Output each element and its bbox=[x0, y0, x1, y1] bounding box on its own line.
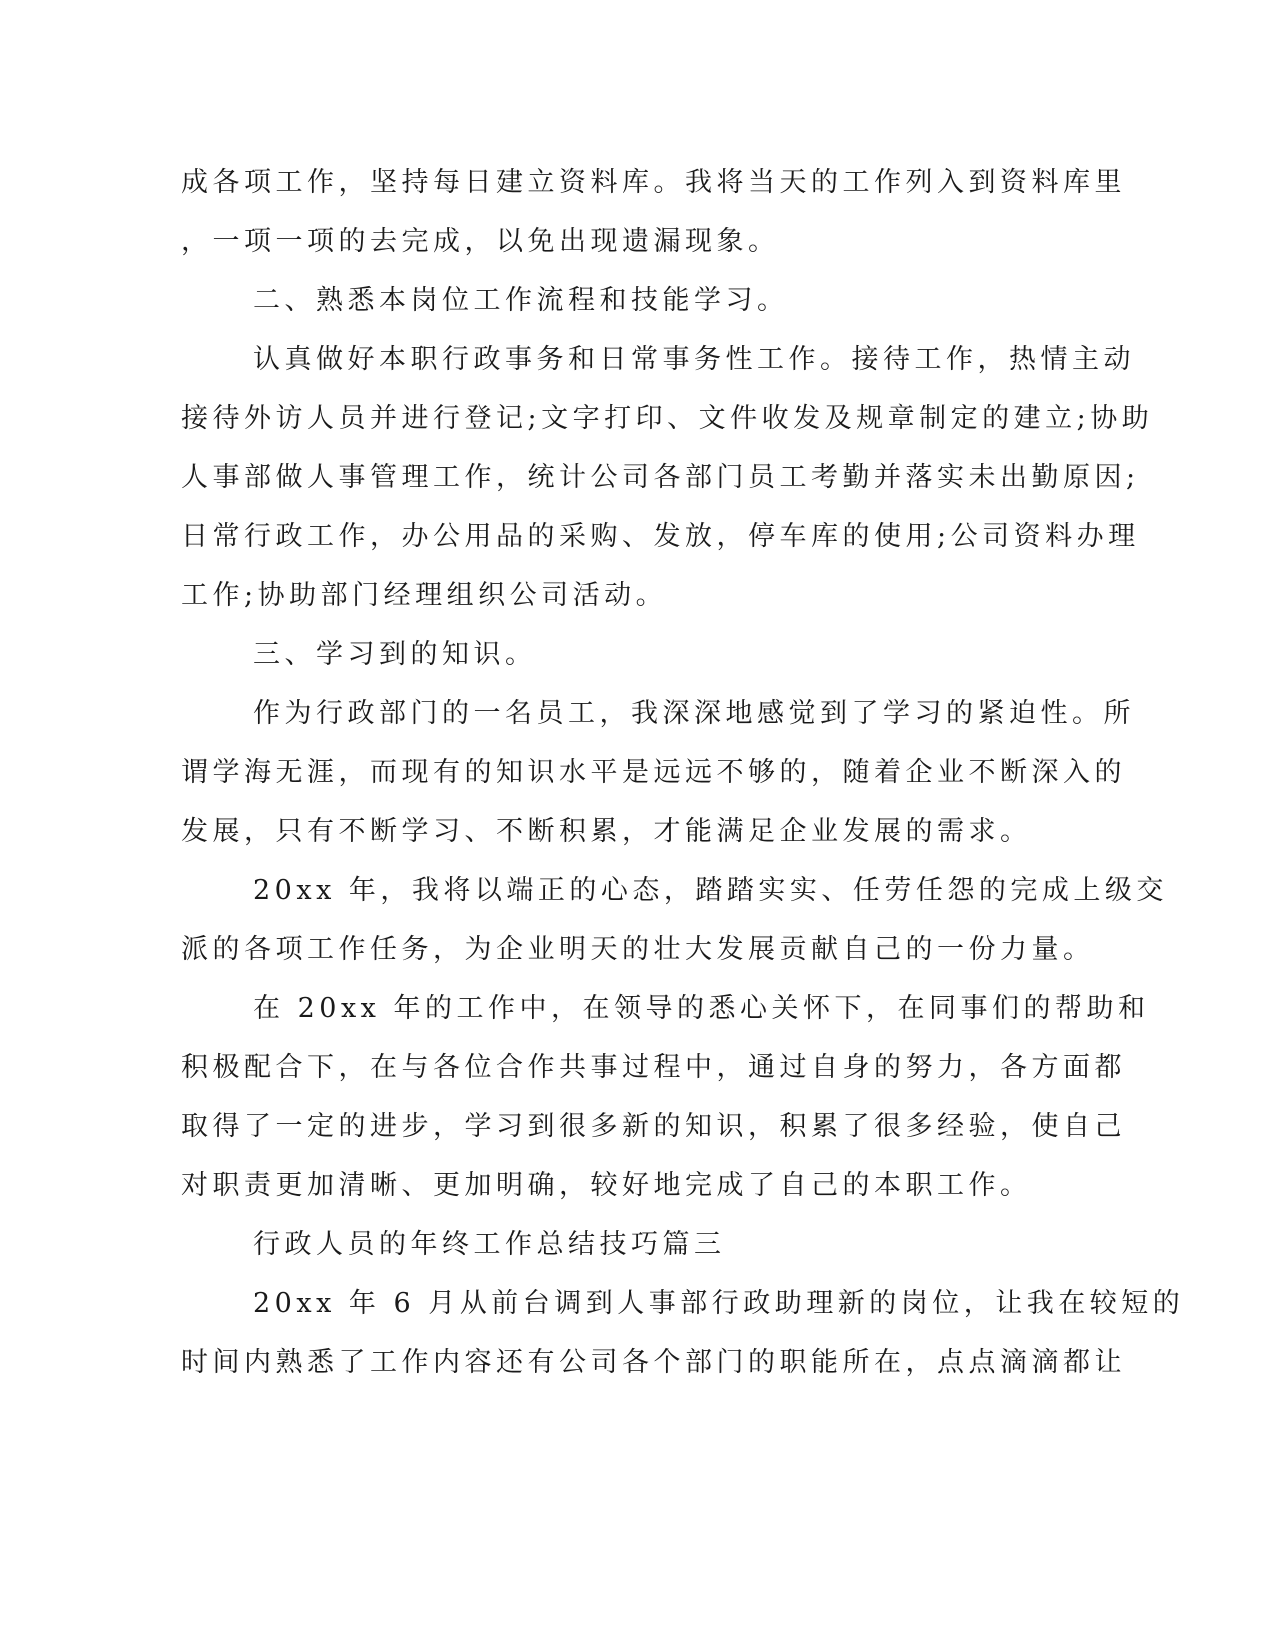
paragraph-start-line: 认真做好本职行政事务和日常事务性工作。接待工作，热情主动 bbox=[253, 344, 1135, 375]
text-line: 成各项工作，坚持每日建立资料库。我将当天的工作列入到资料库里 bbox=[181, 167, 1126, 198]
text-line: 谓学海无涯，而现有的知识水平是远远不够的，随着企业不断深入的 bbox=[181, 757, 1126, 788]
text-line: 派的各项工作任务，为企业明天的壮大发展贡献自己的一份力量。 bbox=[181, 934, 1095, 965]
text-line: 接待外访人员并进行登记;文字打印、文件收发及规章制定的建立;协助 bbox=[181, 403, 1154, 434]
text-line: 人事部做人事管理工作，统计公司各部门员工考勤并落实未出勤原因; bbox=[181, 462, 1140, 493]
text-line: 积极配合下，在与各位合作共事过程中，通过自身的努力，各方面都 bbox=[181, 1052, 1126, 1083]
section-heading: 二、熟悉本岗位工作流程和技能学习。 bbox=[253, 285, 789, 316]
text-line: 取得了一定的进步，学习到很多新的知识，积累了很多经验，使自己 bbox=[181, 1111, 1126, 1142]
text-line: ，一项一项的去完成，以免出现遗漏现象。 bbox=[181, 226, 780, 257]
paragraph-start-line: 在 20xx 年的工作中，在领导的悉心关怀下，在同事们的帮助和 bbox=[253, 993, 1150, 1024]
text-line: 工作;协助部门经理组织公司活动。 bbox=[181, 580, 668, 611]
paragraph-start-line: 作为行政部门的一名员工，我深深地感觉到了学习的紧迫性。所 bbox=[253, 698, 1135, 729]
text-line: 对职责更加清晰、更加明确，较好地完成了自己的本职工作。 bbox=[181, 1170, 1032, 1201]
document-body bbox=[181, 153, 1185, 1392]
paragraph-start-line: 20xx 年，我将以端正的心态，踏踏实实、任劳任怨的完成上级交 bbox=[253, 875, 1168, 906]
text-line: 日常行政工作，办公用品的采购、发放，停车库的使用;公司资料办理 bbox=[181, 521, 1140, 552]
text-line: 发展，只有不断学习、不断积累，才能满足企业发展的需求。 bbox=[181, 816, 1032, 847]
section-title: 行政人员的年终工作总结技巧篇三 bbox=[253, 1229, 726, 1260]
section-heading: 三、学习到的知识。 bbox=[253, 639, 537, 670]
text-line: 时间内熟悉了工作内容还有公司各个部门的职能所在，点点滴滴都让 bbox=[181, 1347, 1126, 1378]
paragraph-start-line: 20xx 年 6 月从前台调到人事部行政助理新的岗位，让我在较短的 bbox=[253, 1288, 1185, 1319]
